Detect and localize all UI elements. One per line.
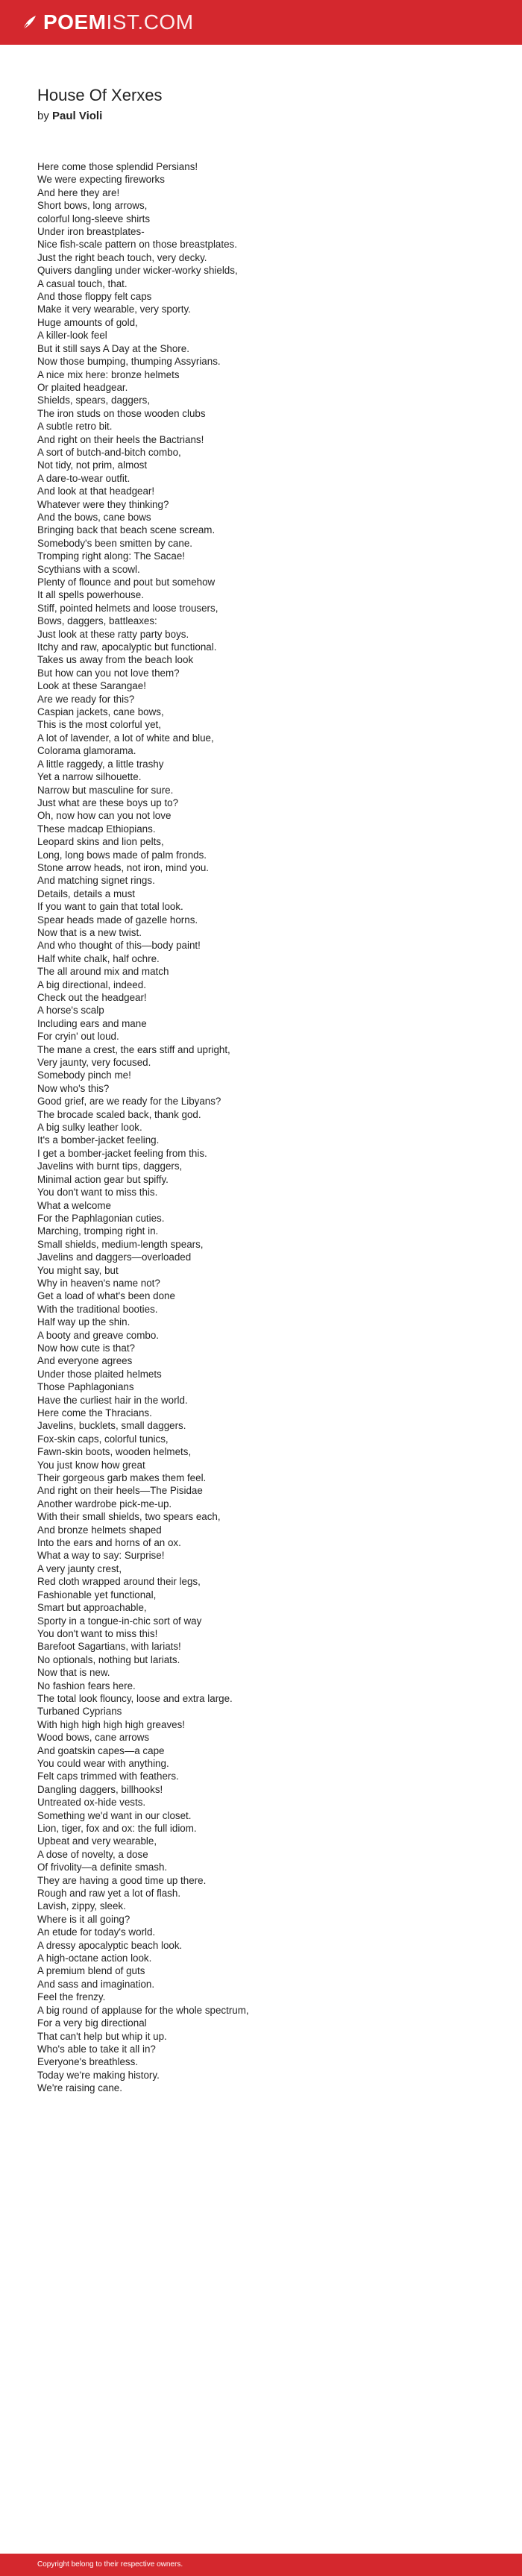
poem-title: House Of Xerxes	[37, 86, 163, 104]
poem-line: For cryin' out loud.	[37, 1031, 119, 1043]
poem-line: Quivers dangling under wicker-worky shields,	[37, 265, 238, 277]
poem-line: Just what are these boys up to?	[37, 797, 179, 808]
poem-line: A very jaunty crest,	[37, 1562, 122, 1574]
poem-line: Including ears and mane	[37, 1017, 147, 1029]
poem-line: Now who's this?	[37, 1082, 110, 1094]
poem-line: Colorama glamorama.	[37, 745, 136, 757]
poem-line: Look at these Sarangae!	[37, 680, 146, 692]
poem-line: Or plaited headgear.	[37, 381, 128, 393]
poem-line: Rough and raw yet a lot of flash.	[37, 1888, 181, 1900]
poem-line: Caspian jackets, cane bows,	[37, 706, 164, 718]
copyright-notice: Copyright belong to their respective owners.	[37, 2560, 183, 2569]
poem-line: Good grief, are we ready for the Libyans?	[37, 1096, 221, 1108]
poem-line: If you want to gain that total look.	[37, 901, 183, 913]
poem-line: Bows, daggers, battleaxes:	[37, 615, 157, 627]
poem-line: A booty and greave combo.	[37, 1329, 160, 1341]
poem-line: But it still says A Day at the Shore.	[37, 342, 189, 354]
poem-line: With the traditional booties.	[37, 1303, 158, 1315]
poem-line: Today we're making history.	[37, 2069, 160, 2081]
poem-line: You don't want to miss this!	[37, 1627, 158, 1639]
poem-line: Plenty of flounce and pout but somehow	[37, 577, 216, 588]
poem-line: And goatskin capes—a cape	[37, 1744, 165, 1756]
poem-line: And who thought of this—body paint!	[37, 940, 201, 952]
poem-line: And right on their heels the Bactrians!	[37, 433, 204, 445]
poem-line: Somebody pinch me!	[37, 1069, 131, 1081]
poem-line: Wood bows, cane arrows	[37, 1732, 150, 1744]
poem-line: A dose of novelty, a dose	[37, 1848, 148, 1860]
poem-line: The brocade scaled back, thank god.	[37, 1108, 201, 1120]
poem-line: Just look at these ratty party boys.	[37, 628, 189, 640]
poem-line: What a welcome	[37, 1199, 111, 1211]
poem-line: Long, long bows made of palm fronds.	[37, 849, 207, 861]
poem-line: With high high high high greaves!	[37, 1718, 186, 1730]
author-link[interactable]: Paul Violi	[52, 110, 103, 122]
poem-line: Takes us away from the beach look	[37, 654, 194, 666]
poem-line: No fashion fears here.	[37, 1680, 136, 1691]
poem-line: Make it very wearable, very sporty.	[37, 304, 191, 315]
poem-line: The mane a crest, the ears stiff and upright,	[37, 1043, 230, 1055]
poem-line: A big round of applause for the whole spectrum,	[37, 2004, 249, 2016]
poem-line: Get a load of what's been done	[37, 1290, 175, 1302]
poem-line: Feel the frenzy.	[37, 1991, 106, 2003]
poem-line: Red cloth wrapped around their legs,	[37, 1576, 201, 1588]
poem-line: A big directional, indeed.	[37, 978, 146, 990]
poem-line: Javelins and daggers—overloaded	[37, 1251, 192, 1263]
poem-line: Check out the headgear!	[37, 992, 147, 1003]
poem-line: Now that is a new twist.	[37, 926, 142, 938]
poem-line: We were expecting fireworks	[37, 174, 165, 186]
poem-line: Now that is new.	[37, 1667, 110, 1679]
poem-body	[37, 160, 485, 2095]
poem-line: Not tidy, not prim, almost	[37, 459, 148, 471]
poem-line: Nice fish-scale pattern on those breastplates.	[37, 239, 237, 251]
poem-line: Are we ready for this?	[37, 693, 135, 705]
poem-line: You don't want to miss this.	[37, 1187, 158, 1199]
poem-line: Here come those splendid Persians!	[37, 161, 198, 172]
poem-line: Fawn-skin boots, wooden helmets,	[37, 1446, 192, 1458]
poem-line: Under those plaited helmets	[37, 1368, 162, 1380]
poem-line: Their gorgeous garb makes them feel.	[37, 1472, 207, 1484]
site-header	[0, 0, 522, 45]
poem-line: A nice mix here: bronze helmets	[37, 368, 180, 380]
poem-line: Short bows, long arrows,	[37, 200, 148, 212]
poem-line: Smart but approachable,	[37, 1602, 147, 1614]
poem-line: Lavish, zippy, sleek.	[37, 1900, 126, 1912]
poem-line: Turbaned Cyprians	[37, 1706, 122, 1718]
poem-line: Dangling daggers, billhooks!	[37, 1783, 163, 1795]
poem-line: You might say, but	[37, 1264, 119, 1276]
poem-line: Barefoot Sagartians, with lariats!	[37, 1641, 181, 1653]
poem-line: Minimal action gear but spiffy.	[37, 1173, 169, 1185]
poem-line: Sporty in a tongue-in-chic sort of way	[37, 1615, 202, 1627]
poem-line: A big sulky leather look.	[37, 1122, 142, 1134]
poem-line: Those Paphlagonians	[37, 1381, 134, 1393]
poem-line: Everyone's breathless.	[37, 2056, 139, 2068]
poem-line: For a very big directional	[37, 2017, 147, 2029]
poem-line: And bronze helmets shaped	[37, 1524, 162, 1536]
poem-line: Here come the Thracians.	[37, 1407, 152, 1419]
poem-line: Leopard skins and lion pelts,	[37, 836, 164, 848]
poem-line: Stone arrow heads, not iron, mind you.	[37, 861, 210, 873]
quill-icon	[21, 14, 37, 31]
poem-line: The iron studs on those wooden clubs	[37, 407, 206, 419]
poem-line: And the bows, cane bows	[37, 511, 151, 523]
poem-line: Huge amounts of gold,	[37, 316, 138, 328]
poem-line: Upbeat and very wearable,	[37, 1835, 157, 1847]
poem-line: Untreated ox-hide vests.	[37, 1797, 146, 1809]
poem-line: Under iron breastplates-	[37, 226, 145, 238]
site-footer	[0, 2554, 522, 2576]
poem-line: Lion, tiger, fox and ox: the full idiom.	[37, 1823, 197, 1834]
poem-line: Narrow but masculine for sure.	[37, 784, 174, 796]
poem-line: And everyone agrees	[37, 1355, 133, 1367]
poem-line: A dressy apocalyptic beach look.	[37, 1939, 183, 1951]
site-logo[interactable]	[21, 11, 194, 34]
poem-line: Just the right beach touch, very decky.	[37, 251, 207, 263]
poem-line: No optionals, nothing but lariats.	[37, 1653, 180, 1665]
poem-line: Javelins with burnt tips, daggers,	[37, 1160, 183, 1172]
poem-line: A little raggedy, a little trashy	[37, 758, 164, 770]
poem-line: And look at that headgear!	[37, 486, 155, 497]
poem-line: Shields, spears, daggers,	[37, 395, 151, 406]
poem-line: colorful long-sleeve shirts	[37, 213, 151, 224]
poem-line: Somebody's been smitten by cane.	[37, 537, 192, 549]
poem-line: What a way to say: Surprise!	[37, 1550, 165, 1562]
poem-line: Oh, now how can you not love	[37, 810, 172, 822]
poem-line: But how can you not love them?	[37, 667, 180, 679]
poem-line: And matching signet rings.	[37, 875, 155, 887]
poem-line: Marching, tromping right in.	[37, 1225, 159, 1237]
poem-line: The all around mix and match	[37, 966, 169, 978]
poem-line: With their small shields, two spears each,	[37, 1511, 221, 1523]
poem-line: That can't help but whip it up.	[37, 2030, 167, 2042]
poem-line: Whatever were they thinking?	[37, 498, 169, 510]
poem-line: Who's able to take it all in?	[37, 2043, 156, 2055]
poem-line: Half white chalk, half ochre.	[37, 952, 160, 964]
poem-line: Now those bumping, thumping Assyrians.	[37, 356, 221, 368]
poem-line: And here they are!	[37, 186, 120, 198]
poem-line: A killer-look feel	[37, 330, 107, 342]
logo-text-light: IST.COM	[106, 10, 194, 34]
poem-line: Why in heaven's name not?	[37, 1277, 160, 1289]
poem-line: These madcap Ethiopians.	[37, 823, 156, 835]
logo-text-bold: POEM	[43, 10, 107, 34]
poem-line: For the Paphlagonian cuties.	[37, 1212, 165, 1224]
byline	[37, 109, 102, 124]
poem-line: A sort of butch-and-bitch combo,	[37, 446, 181, 458]
poem-line: Details, details a must	[37, 888, 135, 899]
poem-line: Felt caps trimmed with feathers.	[37, 1771, 179, 1782]
poem-line: Itchy and raw, apocalyptic but functional.	[37, 641, 217, 653]
byline-prefix: by	[37, 110, 53, 122]
poem-line: Half way up the shin.	[37, 1316, 130, 1328]
poem-line: Where is it all going?	[37, 1913, 130, 1925]
poem-line: You just know how great	[37, 1459, 145, 1471]
poem-line: Small shields, medium-length spears,	[37, 1238, 204, 1250]
poem-line: You could wear with anything.	[37, 1757, 169, 1769]
poem-line: Have the curliest hair in the world.	[37, 1394, 188, 1406]
poem-line: Something we'd want in our closet.	[37, 1809, 192, 1821]
poem-line: Another wardrobe pick-me-up.	[37, 1498, 172, 1510]
poem-line: Very jaunty, very focused.	[37, 1057, 151, 1069]
poem-line: A subtle retro bit.	[37, 421, 113, 433]
poem-line: We're raising cane.	[37, 2082, 122, 2094]
poem-line: A casual touch, that.	[37, 277, 128, 289]
poem-line: A horse's scalp	[37, 1005, 104, 1017]
poem-line: A lot of lavender, a lot of white and blue,	[37, 732, 214, 744]
poem-line: It all spells powerhouse.	[37, 589, 144, 601]
poem-line: A premium blend of guts	[37, 1965, 145, 1977]
poem-line: Into the ears and horns of an ox.	[37, 1537, 181, 1549]
poem-line: And sass and imagination.	[37, 1978, 155, 1990]
poem-line: Spear heads made of gazelle horns.	[37, 914, 198, 926]
poem-line: Now how cute is that?	[37, 1342, 135, 1354]
poem-line: Fox-skin caps, colorful tunics,	[37, 1433, 169, 1445]
poem-line: The total look flouncy, loose and extra large.	[37, 1692, 233, 1704]
poem-line: Of frivolity—a definite smash.	[37, 1862, 168, 1873]
poem-line: A high-octane action look.	[37, 1953, 152, 1964]
poem-line: Tromping right along: The Sacae!	[37, 550, 185, 562]
poem-line: Bringing back that beach scene scream.	[37, 524, 216, 536]
poem-line: Scythians with a scowl.	[37, 563, 140, 575]
poem-line: It's a bomber-jacket feeling.	[37, 1134, 160, 1146]
poem-line: An etude for today's world.	[37, 1926, 156, 1938]
poem-line: Fashionable yet functional,	[37, 1589, 157, 1600]
poem-line: And those floppy felt caps	[37, 291, 152, 303]
poem-line: A dare-to-wear outfit.	[37, 472, 130, 484]
poem-line: They are having a good time up there.	[37, 1874, 207, 1886]
poem-line: Stiff, pointed helmets and loose trousers,	[37, 602, 218, 614]
poem-line: And right on their heels—The Pisidae	[37, 1485, 203, 1497]
poem-line: Yet a narrow silhouette.	[37, 771, 142, 783]
poem-line: This is the most colorful yet,	[37, 719, 161, 731]
poem-line: I get a bomber-jacket feeling from this.	[37, 1147, 207, 1159]
poem-line: Javelins, bucklets, small daggers.	[37, 1420, 186, 1432]
